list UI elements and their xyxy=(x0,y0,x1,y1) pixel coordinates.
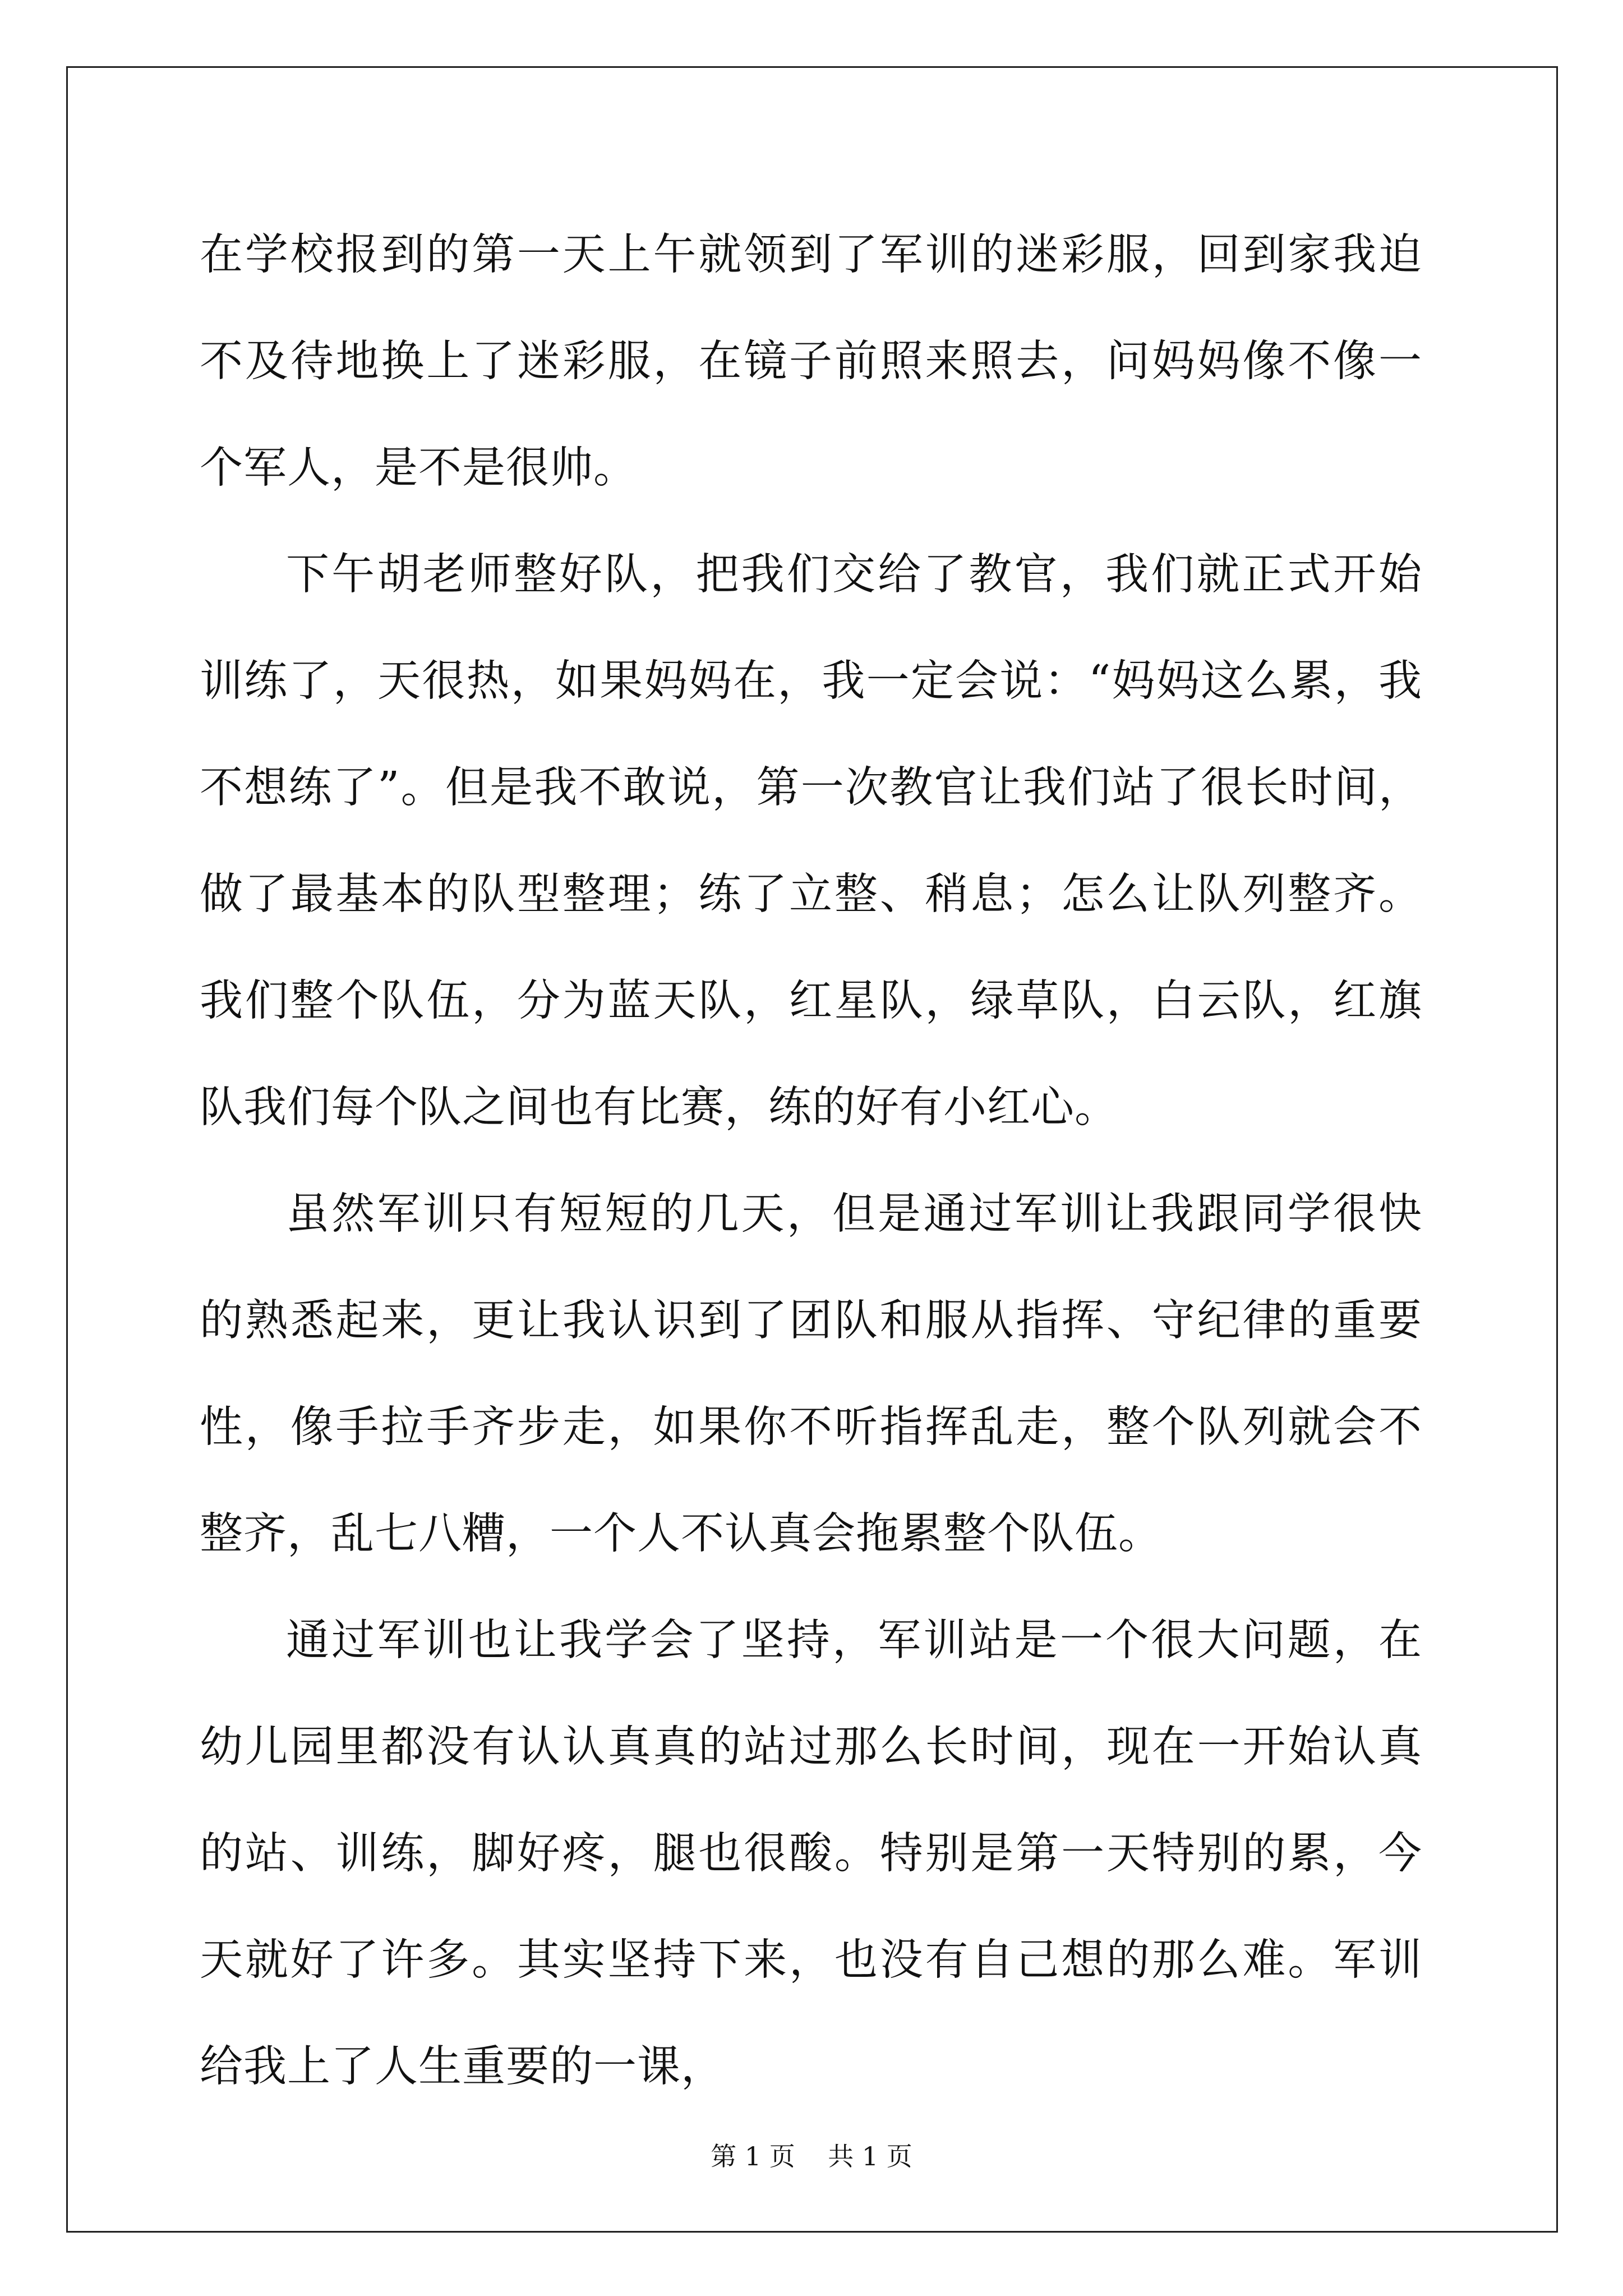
paragraph-1: 在学校报到的第一天上午就领到了军训的迷彩服，回到家我迫不及待地换上了迷彩服，在镜子前照来照去，问妈妈像不像一个军人，是不是很帅。 xyxy=(200,230,1422,493)
page-total: 共 1 页 xyxy=(828,2141,912,2171)
paragraph-3: 虽然军训只有短短的几天，但是通过军训让我跟同学很快的熟悉起来，更让我认识到了团队和服从指挥、守纪律的重要性，像手拉手齐步走，如果你不听指挥乱走，整个队列就会不整齐，乱七八糟，一个人不认真会拖累整个队伍。 xyxy=(200,1189,1422,1559)
document-body xyxy=(200,202,1422,2120)
page-number: 第 1 页 xyxy=(711,2141,795,2171)
footer-spacer xyxy=(795,2141,828,2171)
paragraph-2: 下午胡老师整好队，把我们交给了教官，我们就正式开始训练了，天很热，如果妈妈在，我一定会说：“妈妈这么累，我不想练了”。但是我不敢说，第一次教官让我们站了很长时间，做了最基本的队型整理；练了立整、稍息；怎么让队列整齐。我们整个队伍，分为蓝天队，红星队，绿草队，白云队，红旗队我们每个队之间也有比赛，练的好有小红心。 xyxy=(200,550,1422,1133)
page-footer xyxy=(0,2136,1623,2173)
paragraph-4: 通过军训也让我学会了坚持，军训站是一个很大问题，在幼儿园里都没有认认真真的站过那么长时间，现在一开始认真的站、训练，脚好疼，腿也很酸。特别是第一天特别的累，今天就好了许多。其实坚持下来，也没有自己想的那么难。军训给我上了人生重要的一课， xyxy=(200,1616,1422,2092)
